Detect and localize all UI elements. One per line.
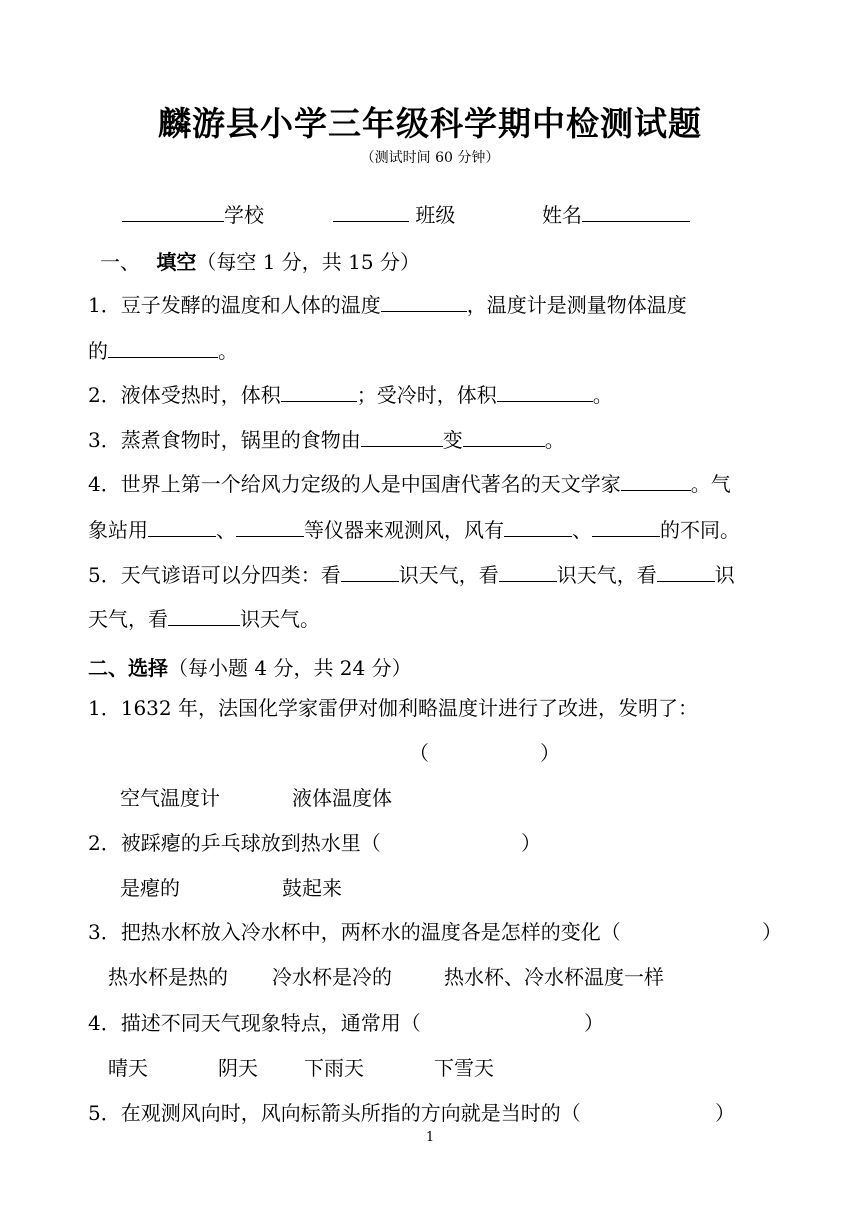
fill-q1-blank-2[interactable] xyxy=(108,337,218,358)
fill-q5-text-d: 识 xyxy=(714,563,735,587)
school-label: 学校 xyxy=(224,203,264,227)
fill-q1-text-a: 1．豆子发酵的温度和人体的温度 xyxy=(88,293,381,317)
choice-q4-option-a[interactable]: 晴天 xyxy=(108,1056,148,1080)
section-fill-number: 一、 xyxy=(100,250,140,274)
fill-q1-text-d: 。 xyxy=(218,339,238,363)
class-blank[interactable] xyxy=(333,201,409,222)
section-choice-heading xyxy=(88,652,412,681)
choice-q1-paren-left: （ xyxy=(409,741,429,765)
fill-q1-blank-1[interactable] xyxy=(381,291,467,312)
school-blank[interactable] xyxy=(122,201,224,222)
fill-q4-text-a: 4．世界上第一个给风力定级的人是中国唐代著名的天文学家 xyxy=(88,472,621,496)
school-field xyxy=(122,201,264,227)
fill-q5-text-b: 识天气，看 xyxy=(398,563,499,587)
choice-q5-paren-right: ） xyxy=(715,1101,735,1125)
fill-q2-text-c: 。 xyxy=(592,383,613,407)
section-fill-heading xyxy=(100,246,420,275)
fill-q5-blank-1[interactable] xyxy=(341,561,399,582)
fill-q2-text-a: 2．液体受热时，体积 xyxy=(88,383,281,407)
fill-q4-text-g: 的不同。 xyxy=(660,518,740,542)
fill-question-4-line-2 xyxy=(88,516,740,542)
choice-question-1: 1．1632 年，法国化学家雷伊对伽利略温度计进行了改进，发明了： xyxy=(88,696,698,720)
page-number: 1 xyxy=(425,1130,435,1145)
fill-q5-blank-4[interactable] xyxy=(168,605,240,626)
fill-question-2 xyxy=(88,381,613,407)
fill-q5-text-e: 天气，看 xyxy=(88,607,168,631)
fill-q3-blank-1[interactable] xyxy=(361,426,443,447)
section-choice-title: 二、选择 xyxy=(88,656,168,680)
choice-q3-option-b[interactable]: 冷水杯是冷的 xyxy=(272,965,392,989)
choice-question-2: 2．被踩瘪的乒乓球放到热水里（ xyxy=(88,831,381,855)
choice-q2-option-b[interactable]: 鼓起来 xyxy=(282,876,342,900)
choice-q3-option-c[interactable]: 热水杯、冷水杯温度一样 xyxy=(444,965,664,989)
fill-q2-blank-2[interactable] xyxy=(497,381,593,402)
fill-q3-blank-2[interactable] xyxy=(463,426,545,447)
fill-q4-text-b: 。气 xyxy=(690,472,731,496)
fill-q3-text-c: 。 xyxy=(544,428,565,452)
fill-q1-text-b: ，温度计是测量物体温度 xyxy=(466,293,687,317)
fill-q2-text-b: ；受冷时，体积 xyxy=(356,383,497,407)
fill-question-4-line-1 xyxy=(88,470,731,496)
fill-q4-text-e: 等仪器来观测风，风有 xyxy=(304,518,504,542)
fill-q4-blank-2[interactable] xyxy=(148,516,216,537)
section-fill-desc: （每空 1 分，共 15 分） xyxy=(196,250,420,274)
choice-question-3: 3．把热水杯放入冷水杯中，两杯水的温度各是怎样的变化（ xyxy=(88,920,621,944)
fill-q4-blank-3[interactable] xyxy=(236,516,304,537)
class-field xyxy=(333,201,455,227)
choice-q1-paren-right: ） xyxy=(540,741,560,765)
choice-q4-option-d[interactable]: 下雪天 xyxy=(434,1056,494,1080)
fill-q1-text-c: 的 xyxy=(88,339,108,363)
fill-question-5-line-1 xyxy=(88,561,735,587)
choice-question-5: 5．在观测风向时，风向标箭头所指的方向就是当时的（ xyxy=(88,1101,581,1125)
section-fill-title: 填空 xyxy=(156,250,197,274)
page-title: 麟游县小学三年级科学期中检测试题 xyxy=(158,104,702,143)
fill-q3-text-a: 3．蒸煮食物时，锅里的食物由 xyxy=(88,428,361,452)
fill-q4-blank-1[interactable] xyxy=(621,470,691,491)
fill-q4-text-f: 、 xyxy=(572,518,592,542)
fill-question-5-line-2 xyxy=(88,605,320,631)
fill-q3-text-b: 变 xyxy=(442,428,463,452)
fill-question-1-line-1 xyxy=(88,291,687,317)
name-blank[interactable] xyxy=(582,201,690,222)
fill-q5-text-f: 识天气。 xyxy=(240,607,320,631)
name-label: 姓名 xyxy=(542,203,582,227)
choice-q3-option-a[interactable]: 热水杯是热的 xyxy=(108,965,228,989)
fill-q5-blank-3[interactable] xyxy=(657,561,715,582)
fill-q5-text-c: 识天气，看 xyxy=(556,563,657,587)
choice-q1-option-a[interactable]: 空气温度计 xyxy=(120,786,220,810)
class-label: 班级 xyxy=(415,203,456,227)
fill-question-1-line-2 xyxy=(88,337,238,363)
fill-q2-blank-1[interactable] xyxy=(281,381,357,402)
choice-q4-option-b[interactable]: 阴天 xyxy=(218,1056,258,1080)
choice-q3-paren-right: ） xyxy=(762,920,782,944)
choice-q2-option-a[interactable]: 是瘪的 xyxy=(120,876,180,900)
name-field xyxy=(542,201,690,227)
page-subtitle: （测试时间 60 分钟） xyxy=(360,150,500,166)
choice-q4-paren-right: ） xyxy=(584,1011,604,1035)
fill-q4-blank-5[interactable] xyxy=(592,516,660,537)
fill-question-3 xyxy=(88,426,565,452)
choice-q4-option-c[interactable]: 下雨天 xyxy=(304,1056,364,1080)
fill-q4-blank-4[interactable] xyxy=(504,516,572,537)
choice-q1-option-b[interactable]: 液体温度体 xyxy=(292,786,392,810)
fill-q5-blank-2[interactable] xyxy=(499,561,557,582)
fill-q4-text-d: 、 xyxy=(216,518,236,542)
section-choice-desc: （每小题 4 分，共 24 分） xyxy=(168,656,412,680)
choice-question-4: 4．描述不同天气现象特点，通常用（ xyxy=(88,1011,421,1035)
choice-q2-paren-right: ） xyxy=(521,831,541,855)
fill-q4-text-c: 象站用 xyxy=(88,518,148,542)
fill-q5-text-a: 5．天气谚语可以分四类：看 xyxy=(88,563,341,587)
